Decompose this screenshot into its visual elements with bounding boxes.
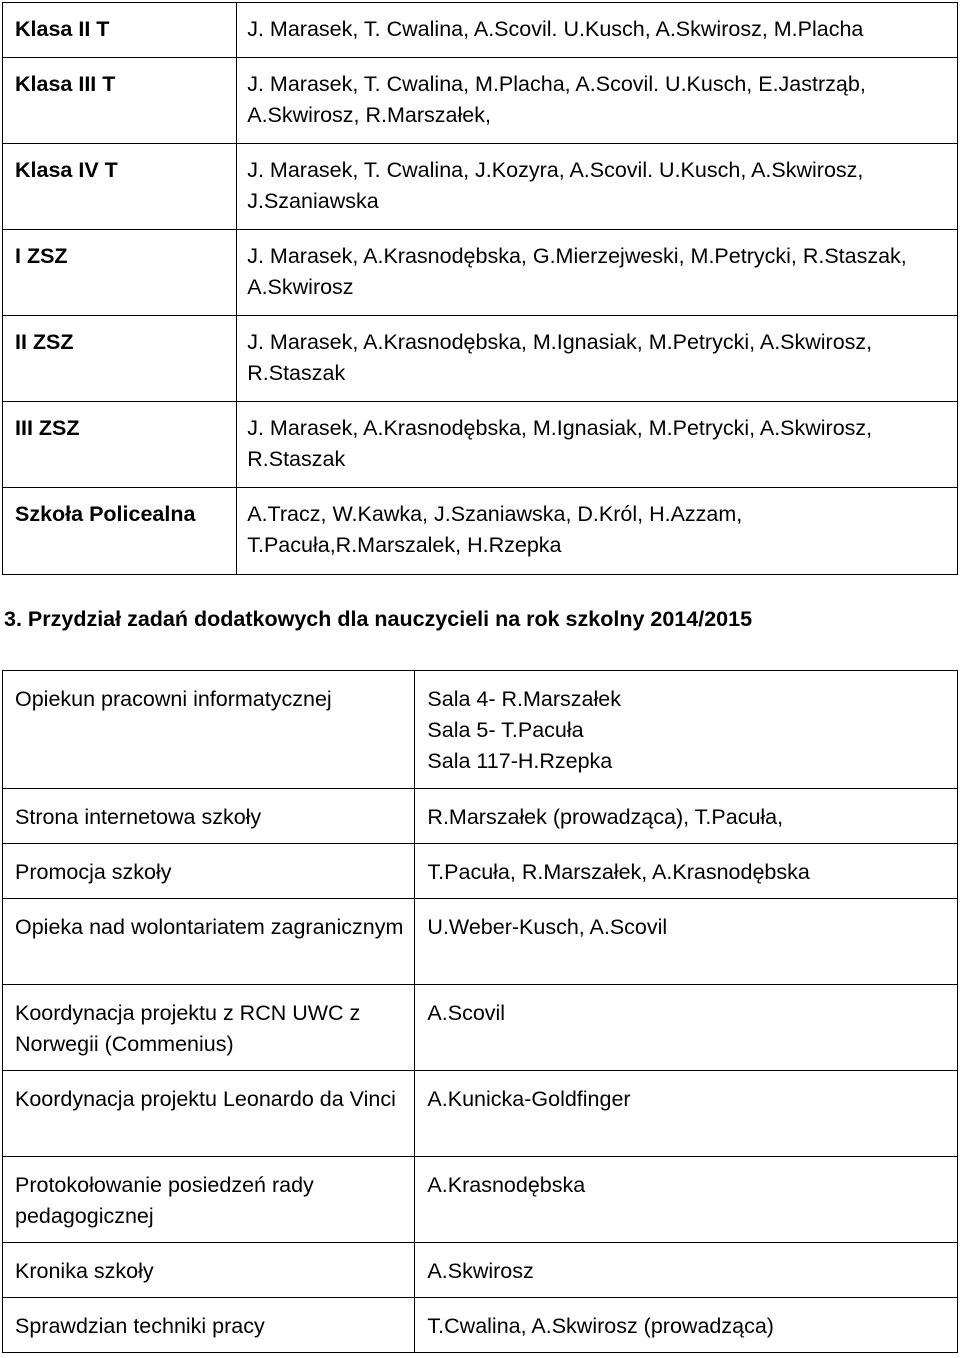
class-name-cell: Klasa IV T [3, 144, 237, 230]
task-cell: Koordynacja projektu Leonardo da Vinci [3, 1071, 415, 1157]
person-cell [415, 671, 958, 789]
task-cell: Strona internetowa szkoły [3, 789, 415, 844]
class-teachers-table [2, 2, 958, 575]
person-cell: T.Cwalina, A.Skwirosz (prowadząca) [415, 1298, 958, 1353]
task-cell: Opieka nad wolontariatem zagranicznym [3, 899, 415, 985]
person-line: Sala 117-H.Rzepka [427, 749, 613, 773]
class-name-cell: Szkoła Policealna [3, 488, 237, 575]
class-name-cell: Klasa III T [3, 58, 237, 144]
table-row [3, 3, 958, 58]
class-name-cell: II ZSZ [3, 316, 237, 402]
task-cell: Sprawdzian techniki pracy [3, 1298, 415, 1353]
teachers-cell: A.Tracz, W.Kawka, J.Szaniawska, D.Król, H.Azzam, T.Pacuła,R.Marszalek, H.Rzepka [237, 488, 958, 575]
table-row [3, 58, 958, 144]
task-cell: Opiekun pracowni informatycznej [3, 671, 415, 789]
teachers-cell: J. Marasek, A.Krasnodębska, M.Ignasiak, M.Petrycki, A.Skwirosz, R.Staszak [237, 402, 958, 488]
class-name-cell: I ZSZ [3, 230, 237, 316]
table-row [3, 985, 958, 1071]
teachers-cell: J. Marasek, T. Cwalina, J.Kozyra, A.Scovil. U.Kusch, A.Skwirosz, J.Szaniawska [237, 144, 958, 230]
person-cell: U.Weber-Kusch, A.Scovil [415, 899, 958, 985]
person-cell: R.Marszałek (prowadząca), T.Pacuła, [415, 789, 958, 844]
person-cell: T.Pacuła, R.Marszałek, A.Krasnodębska [415, 844, 958, 899]
table-row [3, 144, 958, 230]
table-row [3, 899, 958, 985]
table-row [3, 1071, 958, 1157]
table-row [3, 1157, 958, 1243]
person-cell: A.Skwirosz [415, 1243, 958, 1298]
task-cell: Koordynacja projektu z RCN UWC z Norwegii (Commenius) [3, 985, 415, 1071]
person-cell: A.Kunicka-Goldfinger [415, 1071, 958, 1157]
table-row [3, 1243, 958, 1298]
table-row [3, 402, 958, 488]
teachers-cell: J. Marasek, T. Cwalina, A.Scovil. U.Kusch, A.Skwirosz, M.Placha [237, 3, 958, 58]
table-row [3, 316, 958, 402]
task-cell: Promocja szkoły [3, 844, 415, 899]
table-row [3, 789, 958, 844]
task-cell: Kronika szkoły [3, 1243, 415, 1298]
person-cell: A.Krasnodębska [415, 1157, 958, 1243]
teachers-cell: J. Marasek, A.Krasnodębska, M.Ignasiak, M.Petrycki, A.Skwirosz, R.Staszak [237, 316, 958, 402]
class-name-cell: III ZSZ [3, 402, 237, 488]
section-heading: 3. Przydział zadań dodatkowych dla nauczycieli na rok szkolny 2014/2015 [4, 607, 753, 631]
table-row [3, 488, 958, 575]
table-row [3, 844, 958, 899]
person-cell: A.Scovil [415, 985, 958, 1071]
table-row [3, 230, 958, 316]
table-row [3, 671, 958, 789]
additional-tasks-table [2, 670, 958, 1353]
table-row [3, 1298, 958, 1353]
person-line: Sala 5- T.Pacuła [427, 718, 584, 742]
person-line: Sala 4- R.Marszałek [427, 687, 621, 711]
teachers-cell: J. Marasek, A.Krasnodębska, G.Mierzejweski, M.Petrycki, R.Staszak, A.Skwirosz [237, 230, 958, 316]
class-name-cell: Klasa II T [3, 3, 237, 58]
task-cell: Protokołowanie posiedzeń rady pedagogicznej [3, 1157, 415, 1243]
teachers-cell: J. Marasek, T. Cwalina, M.Placha, A.Scovil. U.Kusch, E.Jastrząb, A.Skwirosz, R.Marszałek, [237, 58, 958, 144]
